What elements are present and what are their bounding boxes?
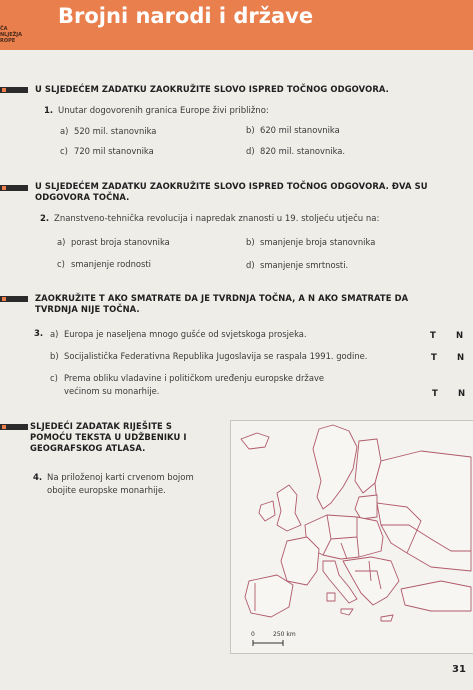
q2-text: Znanstveno-tehnička revolucija i napredak znanosti u 19. stoljeću utječu na: (54, 214, 380, 224)
page-number: 31 (452, 664, 466, 675)
option-letter: a) (57, 237, 66, 247)
option-letter: b) (246, 237, 255, 247)
q1-option-a[interactable] (60, 126, 156, 136)
q2-option-a[interactable] (57, 237, 170, 247)
option-letter: c) (57, 259, 65, 269)
side-tag-line-1: ČA (0, 26, 8, 32)
map-scale-bar (251, 631, 296, 646)
option-text: 620 mil stanovnika (260, 125, 340, 135)
statement-text-line-1: Prema obliku vladavine i političkom uređenju europske države (64, 373, 325, 383)
section-3-bar (0, 296, 28, 302)
section-2-heading-line-1: U SLJEDEĆEM ZADATKU ZAOKRUŽITE SLOVO ISPRED TOČNOG ODGOVORA. ĐVA SU (35, 181, 428, 191)
q1-number: 1. (44, 106, 54, 116)
section-1-bar-marker (2, 88, 6, 92)
statement-text: Europa je naseljena mnogo gušće od svjetskoga prosjeka. (64, 329, 307, 339)
option-letter: b) (50, 351, 59, 361)
q3-statement-c (50, 373, 324, 383)
page-title: Brojni narodi i države (58, 4, 314, 28)
section-4-bar-marker (2, 425, 6, 429)
q3-number: 3. (34, 329, 44, 339)
country-shape[interactable] (241, 433, 269, 449)
section-2-bar-marker (2, 186, 6, 190)
country-shape[interactable] (259, 501, 275, 521)
option-letter: c) (50, 373, 58, 383)
section-3-heading (35, 293, 408, 315)
q3-statement-c-cont: većinom su monarhije. (64, 386, 160, 396)
section-4-bar (0, 424, 28, 430)
q1-option-b[interactable] (246, 125, 340, 135)
option-text: smanjenje smrtnosti. (260, 260, 349, 270)
section-1-bar (0, 87, 28, 93)
option-text: smanjenje rodnosti (71, 259, 151, 269)
q2-option-b[interactable] (246, 237, 375, 247)
section-2-heading (35, 181, 428, 203)
section-4-heading-line-1: SLJEDEĆI ZADATAK RIJEŠITE S (30, 421, 172, 431)
q2-option-c[interactable] (57, 259, 151, 269)
q1-text: Unutar dogovorenih granica Europe živi približno: (58, 106, 269, 116)
section-4-heading-line-3: GEOGRAFSKOG ATLASA. (30, 443, 146, 453)
country-shape[interactable] (245, 575, 293, 617)
q3a-true[interactable]: T (430, 331, 436, 341)
option-letter: c) (60, 146, 68, 156)
q3b-false[interactable]: N (457, 353, 465, 363)
option-letter: d) (246, 260, 255, 270)
option-text: 720 mil stanovnika (74, 146, 154, 156)
option-letter: a) (50, 329, 59, 339)
country-shape[interactable] (381, 615, 393, 621)
section-1-heading: U SLJEDEĆEM ZADATKU ZAOKRUŽITE SLOVO ISPRED TOČNOG ODGOVORA. (35, 84, 389, 94)
q4-text-line-1: Na priloženoj karti crvenom bojom (47, 473, 194, 483)
section-2-bar (0, 185, 28, 191)
country-shape[interactable] (355, 495, 377, 519)
option-letter: b) (246, 125, 255, 135)
scale-zero: 0 (251, 631, 255, 638)
section-3-bar-marker (2, 297, 6, 301)
chapter-side-tag (0, 26, 36, 44)
side-tag-line-3: ROPE (0, 38, 16, 44)
statement-text: Socijalistička Federativna Republika Jugoslavija se raspala 1991. godine. (64, 351, 368, 361)
q3c-true[interactable]: T (432, 389, 438, 399)
q3-statement-a (50, 329, 307, 339)
country-shape[interactable] (277, 485, 301, 531)
country-shape[interactable] (281, 537, 319, 585)
q3-statement-b (50, 351, 367, 361)
country-shape[interactable] (375, 451, 471, 571)
option-text: smanjenje broja stanovnika (260, 237, 376, 247)
option-text: porast broja stanovnika (71, 237, 170, 247)
q4-text-line-2: obojite europske monarhije. (47, 486, 166, 496)
section-4-heading-line-2: POMOĆU TEKSTA U UDŽBENIKU I (30, 432, 187, 442)
side-tag-line-2: NLJEŽJA (0, 32, 23, 38)
section-3-heading-line-1: ZAOKRUŽITE T AKO SMATRATE DA JE TVRDNJA TOČNA, A N AKO SMATRATE DA (35, 293, 409, 303)
country-shape[interactable] (327, 593, 335, 601)
q2-option-d[interactable] (246, 260, 348, 270)
q4-number: 4. (33, 473, 43, 483)
option-text: 820 mil. stanovnika. (260, 146, 346, 156)
page-header (0, 0, 473, 50)
q1-option-d[interactable] (246, 146, 345, 156)
q3b-true[interactable]: T (431, 353, 437, 363)
option-letter: a) (60, 126, 69, 136)
europe-outline-map[interactable] (230, 420, 473, 654)
q2-number: 2. (40, 214, 50, 224)
section-2-heading-line-2: ODGOVORA TOČNA. (35, 192, 130, 202)
section-3-heading-line-2: TVRDNJA NIJE TOČNA. (35, 304, 140, 314)
q3a-false[interactable]: N (456, 331, 464, 341)
option-letter: d) (246, 146, 255, 156)
scale-label: 250 km (273, 631, 296, 638)
country-shape[interactable] (401, 581, 471, 611)
q1-option-c[interactable] (60, 146, 154, 156)
map-svg (231, 421, 473, 653)
country-shape[interactable] (313, 425, 357, 509)
section-4-heading (30, 421, 187, 454)
q3c-false[interactable]: N (458, 389, 466, 399)
option-text: 520 mil. stanovnika (74, 126, 157, 136)
country-shape[interactable] (341, 609, 353, 615)
